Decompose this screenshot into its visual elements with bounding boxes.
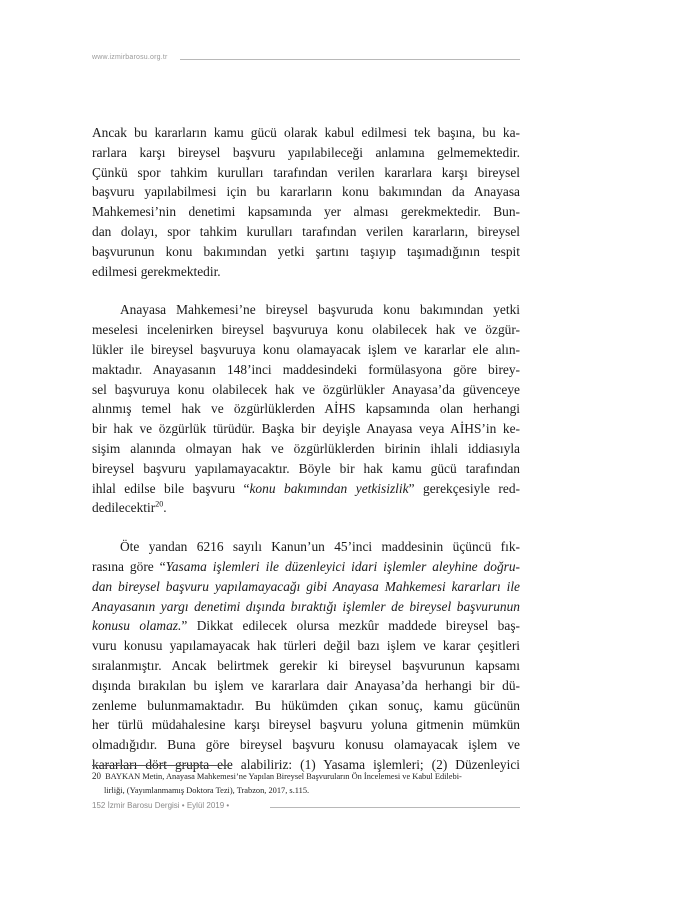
text-line xyxy=(92,597,520,617)
text-line: başvuru yapılabilmesi için bu kararların konu bakımından da Anayasa xyxy=(92,184,520,200)
italic-phrase: konu bakımından yetkisizlik xyxy=(249,480,409,496)
footer-rule xyxy=(270,807,520,808)
text-line: Mahkemesi’nin denetimi kapsamında yer alması gerekmektedir. Bun- xyxy=(92,204,520,220)
text-line: başvurunun konu bakımından yetki şartını taşıyıp taşımadığının tespit xyxy=(92,243,520,259)
text-line xyxy=(92,479,520,499)
footnote-text-continued: lirliği, (Yayımlanmamış Doktora Tezi), Trabzon, 2017, s.115. xyxy=(104,786,310,795)
text-line: kararları dört grupta ele alabiliriz: (1) Yasama işlemleri; (2) Düzenleyici xyxy=(92,756,520,772)
text-line: bir hak ve özgürlük türüdür. Başka bir deyişle Anayasa veya AİHS’in ke- xyxy=(92,421,520,437)
page-header xyxy=(92,54,520,66)
text-line: zenleme bulunmamaktadır. Bu hükümden çıkan sonuç, kamu gücünün xyxy=(92,697,520,713)
text-line: meselesi incelenirken bireysel başvuruya konu olabilecek hak ve özgür- xyxy=(92,322,520,338)
body-text xyxy=(92,123,520,775)
text-segment: dedilecektir xyxy=(92,500,156,516)
text-segment: ” Dikkat edilecek olursa mezkûr maddede bireysel baş- xyxy=(181,618,520,634)
text-line: her türlü müdahalesine karşı bireysel başvuru yoluna gitmenin mümkün xyxy=(92,717,520,733)
italic-quote: Yasama işlemleri ile düzenleyici idari işlemler aleyhine doğru- xyxy=(165,558,521,574)
paragraph-2 xyxy=(92,300,520,518)
text-segment: rasına göre “ xyxy=(92,558,166,574)
text-line: Öte yandan 6216 sayılı Kanun’un 45’inci maddesinin üçüncü fık- xyxy=(120,539,520,555)
text-line: sişim alanında olmayan hak ve özgürlüklerden birinin ihlali iddiasıyla xyxy=(92,440,520,456)
footnote-ref[interactable]: 20 xyxy=(155,499,164,509)
page-footer xyxy=(92,801,520,813)
text-segment: ihlal edilse bile başvuru “ xyxy=(92,480,250,496)
text-line: olmadığıdır. Buna göre bireysel başvuru konusu olamayacak işlem ve xyxy=(92,737,520,753)
footnote-text: BAYKAN Metin, Anayasa Mahkemesi’ne Yapılan Bireysel Başvuruların Ön İncelemesi ve Kabul Edilebi- xyxy=(105,772,462,781)
header-rule xyxy=(180,59,520,60)
footer-text: 152 İzmir Barosu Dergisi • Eylül 2019 • xyxy=(92,801,230,810)
paragraph-1 xyxy=(92,123,520,281)
text-line: Çünkü spor tahkim kurulları tarafından verilen kararlara karşı bireysel xyxy=(92,164,520,180)
text-line xyxy=(92,498,520,518)
text-line: rarlara karşı bireysel başvuru yapılabileceği anlamına gelmemektedir. xyxy=(92,144,520,160)
text-line xyxy=(92,577,520,597)
text-line: dışında bırakılan bu işlem ve kararlara dair Anayasa’da herhangi bir dü- xyxy=(92,677,520,693)
text-line: edilmesi gerekmektedir. xyxy=(92,263,221,279)
text-line: vuru konusu yapılamayacak hak türleri değil bazı işlem ve karar çeşitleri xyxy=(92,638,520,654)
header-url: www.izmirbarosu.org.tr xyxy=(92,54,168,61)
footnote-number: 20 xyxy=(92,771,101,781)
text-line: alınmış temel hak ve özgürlüklerden AİHS kapsamında olan herhangi xyxy=(92,401,520,417)
paragraph-3 xyxy=(92,537,520,775)
italic-quote: dan bireysel başvuru yapılamayacağı gibi Anayasa Mahkemesi kararları ile xyxy=(92,578,520,594)
text-line: bireysel başvuru yapılamayacaktır. Böyle bir hak kamu gücü tarafından xyxy=(92,460,520,476)
footnote-rule xyxy=(92,765,232,766)
text-line xyxy=(92,616,520,636)
text-line: sel başvuruya konu olabilecek hak ve özgürlükler Anayasa’da güvenceye xyxy=(92,381,520,397)
text-line: maktadır. Anayasanın 148’inci maddesindeki formülasyona göre birey- xyxy=(92,361,520,377)
text-line: lükler ile bireysel başvuruya konu olamayacak işlem ve kararlar ele alın- xyxy=(92,341,520,357)
italic-quote: konusu olamaz. xyxy=(92,618,182,634)
italic-quote: Anayasanın yargı denetimi dışında bıraktığı işlemler de bireysel başvurunun xyxy=(92,598,520,614)
text-line: sıralanmıştır. Ancak belirtmek gerekir ki bireysel başvurunun kapsamı xyxy=(92,657,520,673)
text-line xyxy=(92,557,520,577)
text-line: Anayasa Mahkemesi’ne bireysel başvuruda konu bakımından yetki xyxy=(120,302,520,318)
text-segment: . xyxy=(163,500,167,516)
footnote xyxy=(92,769,520,798)
text-segment: ” gerekçesiyle red- xyxy=(408,480,520,496)
text-line: dan dolayı, spor tahkim kurulları tarafından verilen kararların, bireysel xyxy=(92,223,520,239)
text-line: Ancak bu kararların kamu gücü olarak kabul edilmesi tek başına, bu ka- xyxy=(92,125,520,140)
